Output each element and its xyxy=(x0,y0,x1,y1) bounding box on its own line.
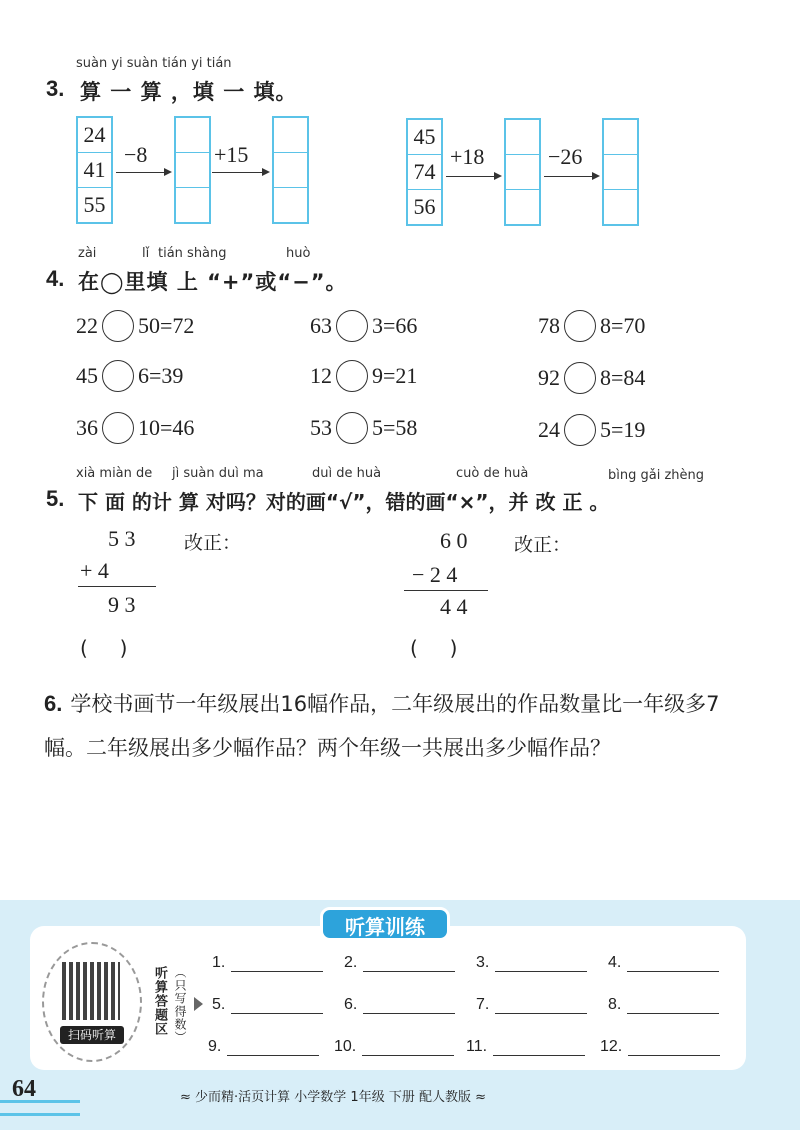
answer-number: 10. xyxy=(334,1038,357,1055)
operator-circle[interactable] xyxy=(336,360,368,392)
q5-pinyin-5: bìng gǎi zhèng xyxy=(608,468,705,483)
arrow-head-icon xyxy=(494,172,502,180)
answer-box[interactable] xyxy=(604,190,637,224)
answer-slot[interactable] xyxy=(608,954,719,972)
arrow-line xyxy=(544,176,594,177)
answer-number: 1. xyxy=(212,954,226,971)
answer-number: 11. xyxy=(466,1038,488,1055)
answer-line[interactable] xyxy=(362,1041,454,1056)
q4-number: 4. xyxy=(46,266,65,291)
answer-slot[interactable] xyxy=(212,996,323,1014)
q4-expression xyxy=(76,310,194,342)
q5-left-judge[interactable]: ( ) xyxy=(80,636,128,660)
answer-area-sublabel: （只写得数） xyxy=(173,966,187,1044)
q5-left-underline xyxy=(78,586,156,587)
answer-number: 4. xyxy=(608,954,622,971)
arrow-head-icon xyxy=(262,168,270,176)
q3-right-op1: +18 xyxy=(450,144,485,169)
q3-left-mid-column xyxy=(174,116,211,224)
q4-expression xyxy=(310,412,417,444)
answer-line[interactable] xyxy=(231,999,323,1014)
answer-slot[interactable] xyxy=(344,954,455,972)
q4-title: 在◯里填 上 “+”或“−”。 xyxy=(78,270,348,294)
listening-tab: 听算训练 xyxy=(320,907,450,941)
q4-expression xyxy=(538,310,645,342)
q4-pinyin-huo: huò xyxy=(286,246,311,261)
q5-left-result: 9 3 xyxy=(108,592,136,617)
q4-expression xyxy=(76,360,183,392)
q6-number: 6. xyxy=(44,691,63,716)
answer-slot[interactable] xyxy=(344,996,455,1014)
answer-line[interactable] xyxy=(628,1041,720,1056)
q5-right-mid: − 2 4 xyxy=(412,562,458,587)
q5-right-judge[interactable]: ( ) xyxy=(410,636,458,660)
q4-operand: 12 xyxy=(310,363,332,388)
q3-number: 3. xyxy=(46,76,65,101)
answer-slot[interactable] xyxy=(608,996,719,1014)
page-number: 64 xyxy=(12,1076,36,1102)
q4-expression xyxy=(76,412,194,444)
q4-pinyin-tianshang: tián shàng xyxy=(158,246,227,261)
q5-right-underline xyxy=(404,590,488,591)
q5-pinyin-2: jì suàn duì ma xyxy=(172,466,264,481)
q4-expression xyxy=(310,310,417,342)
q4-operand: 92 xyxy=(538,365,560,390)
answer-line[interactable] xyxy=(227,1041,319,1056)
arrow-line xyxy=(446,176,496,177)
answer-slot[interactable] xyxy=(476,996,587,1014)
q4-rest: 5=58 xyxy=(372,415,418,440)
q4-rest: 50=72 xyxy=(138,313,195,338)
answer-slot[interactable] xyxy=(466,1038,585,1056)
answer-slot[interactable] xyxy=(334,1038,454,1056)
arrow-head-icon xyxy=(592,172,600,180)
answer-line[interactable] xyxy=(363,957,455,972)
answer-number: 9. xyxy=(208,1038,222,1055)
q3-right-input: 74 xyxy=(408,155,441,190)
q5-left-top: 5 3 xyxy=(108,526,136,551)
answer-line[interactable] xyxy=(495,957,587,972)
q3-right-input: 45 xyxy=(408,120,441,155)
operator-circle[interactable] xyxy=(564,414,596,446)
answer-box[interactable] xyxy=(176,118,209,153)
answer-number: 3. xyxy=(476,954,490,971)
q3-right-input-column xyxy=(406,118,443,226)
answer-box[interactable] xyxy=(274,118,307,153)
q5-left-mid: + 4 xyxy=(80,558,109,583)
answer-area-label: 听算答题区 xyxy=(152,966,167,1036)
q4-rest: 9=21 xyxy=(372,363,418,388)
arrow-line xyxy=(212,172,264,173)
answer-box[interactable] xyxy=(176,188,209,222)
operator-circle[interactable] xyxy=(102,360,134,392)
q3-pinyin: suàn yi suàn tián yi tián xyxy=(76,56,232,71)
answer-line[interactable] xyxy=(495,999,587,1014)
answer-box[interactable] xyxy=(506,120,539,155)
q4-operand: 45 xyxy=(76,363,98,388)
q4-expression xyxy=(538,362,645,394)
q4-rest: 5=19 xyxy=(600,417,646,442)
q6-text: 学校书画节一年级展出16幅作品，二年级展出的作品数量比一年级多7幅。二年级展出多少幅作品？两个年级一共展出多少幅作品？ xyxy=(44,692,720,760)
q3-right-result-column xyxy=(602,118,639,226)
answer-slot[interactable] xyxy=(600,1038,720,1056)
wave-decoration xyxy=(0,1100,80,1116)
operator-circle[interactable] xyxy=(102,412,134,444)
q4-expression xyxy=(310,360,417,392)
footer-text: ≈ 少而精·活页计算 小学数学 1年级 下册 配人教版 ≈ xyxy=(180,1090,486,1105)
answer-line[interactable] xyxy=(627,957,719,972)
q4-pinyin-li: lǐ xyxy=(142,246,150,261)
q4-rest: 6=39 xyxy=(138,363,184,388)
answer-slot[interactable] xyxy=(212,954,323,972)
q4-operand: 36 xyxy=(76,415,98,440)
answer-number: 8. xyxy=(608,996,622,1013)
q5-title: 下 面 的计 算 对吗？对的画“√”，错的画“×”，并 改 正 。 xyxy=(78,490,610,514)
q3-right-input: 56 xyxy=(413,194,436,219)
answer-box[interactable] xyxy=(604,120,637,155)
q3-left-result-column xyxy=(272,116,309,224)
answer-box[interactable] xyxy=(274,188,307,222)
operator-circle[interactable] xyxy=(102,310,134,342)
q5-number: 5. xyxy=(46,486,65,511)
answer-slot[interactable] xyxy=(208,1038,319,1056)
answer-line[interactable] xyxy=(231,957,323,972)
q4-operand: 63 xyxy=(310,313,332,338)
answer-line[interactable] xyxy=(627,999,719,1014)
operator-circle[interactable] xyxy=(336,310,368,342)
scan-label: 扫码听算 xyxy=(60,1026,124,1044)
answer-number: 7. xyxy=(476,996,490,1013)
q4-rest: 8=84 xyxy=(600,365,646,390)
answer-number: 5. xyxy=(212,996,226,1013)
q4-expression xyxy=(538,414,645,446)
answer-number: 2. xyxy=(344,954,358,971)
q4-operand: 78 xyxy=(538,313,560,338)
q3-left-input: 41 xyxy=(78,153,111,188)
q5-pinyin-3: duì de huà xyxy=(312,466,382,481)
q5-right-top: 6 0 xyxy=(440,528,468,553)
answer-box[interactable] xyxy=(604,155,637,190)
q4-pinyin-zai: zài xyxy=(78,246,97,261)
answer-line[interactable] xyxy=(363,999,455,1014)
answer-number: 12. xyxy=(600,1038,623,1055)
q5-left-fix-label: 改正： xyxy=(184,532,242,554)
operator-circle[interactable] xyxy=(564,362,596,394)
q3-left-op2: +15 xyxy=(214,142,249,167)
q3-left-op1: −8 xyxy=(124,142,148,167)
q4-operand: 22 xyxy=(76,313,98,338)
answer-slot[interactable] xyxy=(476,954,587,972)
q5-pinyin-4: cuò de huà xyxy=(456,466,529,481)
operator-circle[interactable] xyxy=(564,310,596,342)
qr-code-icon[interactable] xyxy=(62,962,120,1020)
q4-operand: 24 xyxy=(538,417,560,442)
q3-right-op2: −26 xyxy=(548,144,583,169)
q4-rest: 8=70 xyxy=(600,313,646,338)
q6-block xyxy=(44,682,744,770)
q3-left-input-column xyxy=(76,116,113,224)
q5-right-fix-label: 改正： xyxy=(514,534,572,556)
answer-line[interactable] xyxy=(493,1041,585,1056)
answer-number: 6. xyxy=(344,996,358,1013)
q3-left-input: 24 xyxy=(78,118,111,153)
q4-rest: 3=66 xyxy=(372,313,418,338)
q3-left-input: 55 xyxy=(83,192,106,217)
q3-title: 算 一 算 ，填 一 填。 xyxy=(80,80,298,104)
triangle-right-icon xyxy=(194,997,203,1011)
q4-rest: 10=46 xyxy=(138,415,195,440)
q5-pinyin-1: xià miàn de xyxy=(76,466,153,481)
operator-circle[interactable] xyxy=(336,412,368,444)
answer-box[interactable] xyxy=(506,190,539,224)
answer-box[interactable] xyxy=(506,155,539,190)
q4-operand: 53 xyxy=(310,415,332,440)
answer-box[interactable] xyxy=(274,153,307,188)
q3-right-mid-column xyxy=(504,118,541,226)
answer-box[interactable] xyxy=(176,153,209,188)
q5-right-result: 4 4 xyxy=(440,594,468,619)
arrow-head-icon xyxy=(164,168,172,176)
arrow-line xyxy=(116,172,166,173)
